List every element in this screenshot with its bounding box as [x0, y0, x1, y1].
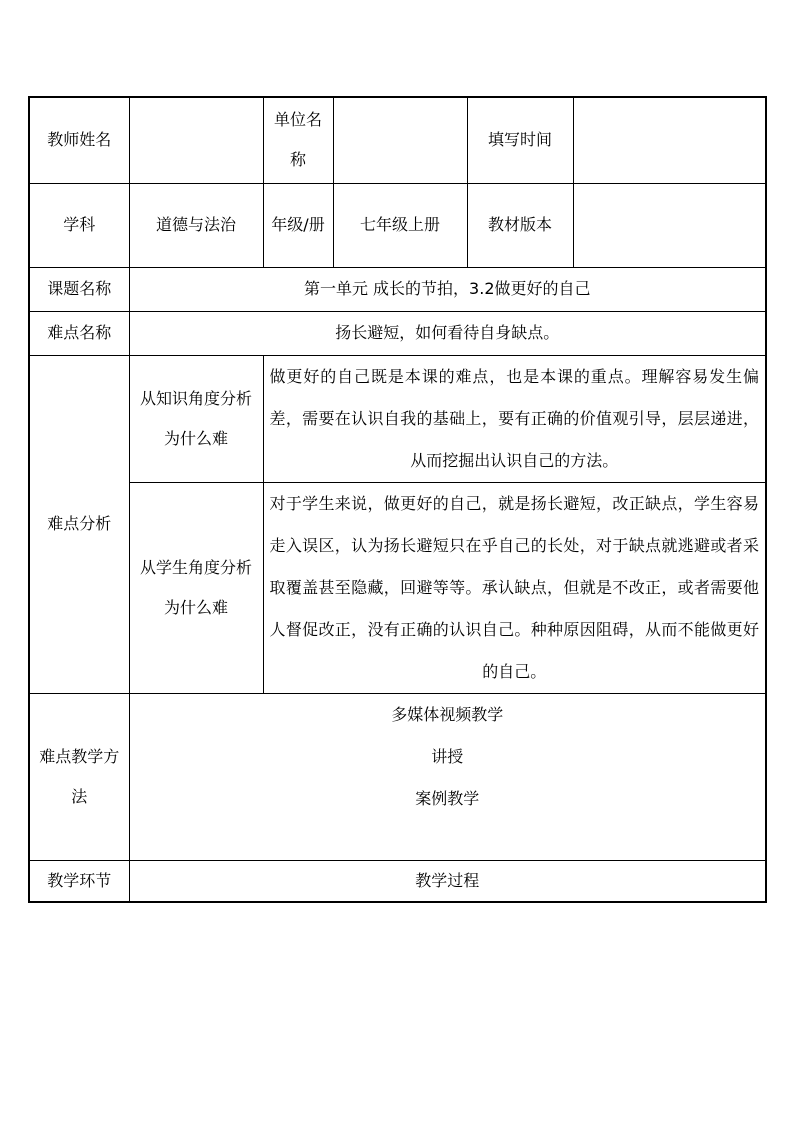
textbook-value[interactable]	[573, 183, 766, 267]
difficulty-value[interactable]: 扬长避短，如何看待自身缺点。	[129, 311, 766, 355]
methods-cell[interactable]	[129, 693, 766, 860]
row-teacher	[29, 97, 766, 183]
row-process	[29, 860, 766, 902]
student-angle-label: 从学生角度分析为什么难	[129, 482, 263, 693]
unit-name-label: 单位名称	[263, 97, 333, 183]
method-item: 讲授	[431, 746, 464, 766]
row-lesson	[29, 267, 766, 311]
process-value[interactable]: 教学过程	[129, 860, 766, 902]
lesson-form-table	[28, 96, 767, 903]
knowledge-angle-text[interactable]: 做更好的自己既是本课的难点，也是本课的重点。理解容易发生偏差，需要在认识自我的基础上，要有正确的价值观引导，层层递进，从而挖掘出认识自己的方法。	[263, 355, 766, 482]
fill-time-value[interactable]	[573, 97, 766, 183]
lesson-value[interactable]: 第一单元 成长的节拍，3.2做更好的自己	[129, 267, 766, 311]
subject-label: 学科	[29, 183, 129, 267]
row-analysis-student	[29, 482, 766, 693]
grade-label: 年级/册	[263, 183, 333, 267]
row-methods	[29, 693, 766, 860]
methods-label: 难点教学方法	[29, 693, 129, 860]
textbook-label: 教材版本	[467, 183, 573, 267]
process-label: 教学环节	[29, 860, 129, 902]
method-item: 多媒体视频教学	[391, 704, 504, 724]
row-subject	[29, 183, 766, 267]
knowledge-angle-label: 从知识角度分析为什么难	[129, 355, 263, 482]
row-difficulty	[29, 311, 766, 355]
subject-value[interactable]: 道德与法治	[129, 183, 263, 267]
row-analysis-knowledge	[29, 355, 766, 482]
method-item: 案例教学	[415, 788, 480, 808]
unit-name-value[interactable]	[333, 97, 467, 183]
analysis-label: 难点分析	[29, 355, 129, 693]
lesson-label: 课题名称	[29, 267, 129, 311]
teacher-name-label: 教师姓名	[29, 97, 129, 183]
difficulty-label: 难点名称	[29, 311, 129, 355]
student-angle-text[interactable]: 对于学生来说，做更好的自己，就是扬长避短，改正缺点，学生容易走入误区，认为扬长避短只在乎自己的长处，对于缺点就逃避或者采取覆盖甚至隐藏，回避等等。承认缺点，但就是不改正，或者需要他人督促改正，没有正确的认识自己。种种原因阻碍，从而不能做更好的自己。	[263, 482, 766, 693]
fill-time-label: 填写时间	[467, 97, 573, 183]
grade-value[interactable]: 七年级上册	[333, 183, 467, 267]
teacher-name-value[interactable]	[129, 97, 263, 183]
